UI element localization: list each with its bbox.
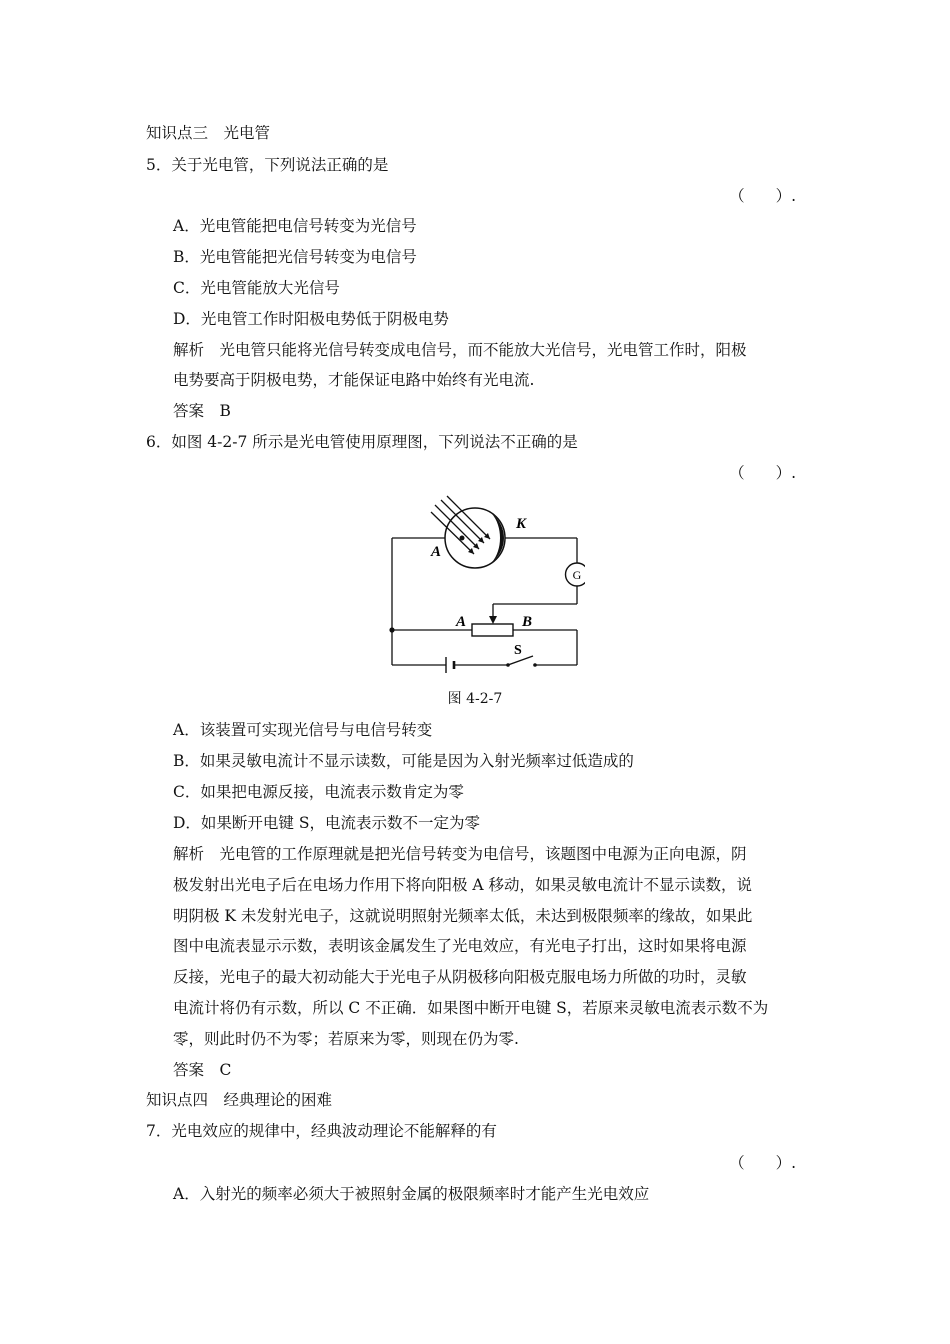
anode — [460, 536, 465, 541]
question-6-analysis-line: 反接，光电子的最大初动能大于光电子从阴极移向阳极克服电场力所做的功时，灵敏 — [173, 968, 747, 986]
question-5-analysis-line: 解析 光电管只能将光信号转变成电信号，而不能放大光信号，光电管工作时，阳极 — [173, 341, 747, 359]
slider-arrowhead — [489, 616, 497, 624]
photo-tube-bulb — [445, 508, 505, 568]
question-7-answer-bracket: （ ）. — [729, 1154, 796, 1172]
label-rheostat-b: B — [522, 614, 533, 630]
question-6-answer-bracket: （ ）. — [729, 464, 796, 482]
question-5-option-d: D．光电管工作时阳极电势低于阴极电势 — [173, 310, 449, 328]
junction-dot — [389, 627, 394, 632]
photoelectric-tube-circuit-diagram — [385, 490, 585, 675]
label-switch: S — [514, 643, 522, 658]
question-6-analysis-line: 电流计将仍有示数，所以 C 不正确．如果图中断开电键 S，若原来灵敏电流表示数不为 — [173, 999, 769, 1017]
question-6-option-b: B．如果灵敏电流计不显示读数，可能是因为入射光频率过低造成的 — [173, 752, 634, 770]
question-5-option-c: C．光电管能放大光信号 — [173, 279, 340, 297]
question-6-analysis-line: 解析 光电管的工作原理就是把光信号转变为电信号，该题图中电源为正向电源，阴 — [173, 845, 747, 863]
section-heading: 知识点三 光电管 — [146, 124, 271, 142]
question-6-analysis-line: 图中电流表显示示数，表明该金属发生了光电效应，有光电子打出，这时如果将电源 — [173, 937, 747, 955]
question-6-answer: 答案 C — [173, 1061, 232, 1079]
question-6-option-a: A．该装置可实现光信号与电信号转变 — [173, 721, 433, 739]
label-cathode: K — [516, 516, 527, 532]
figure-caption: 图 4-2-7 — [447, 691, 503, 707]
question-6-analysis-line: 零，则此时仍不为零；若原来为零，则现在仍为零. — [173, 1030, 519, 1048]
question-7-option-a: A．入射光的频率必须大于被照射金属的极限频率时才能产生光电效应 — [173, 1185, 650, 1203]
question-5-analysis-line: 电势要高于阴极电势，才能保证电路中始终有光电流. — [173, 371, 535, 389]
label-rheostat-a: A — [456, 614, 467, 630]
question-5-answer-bracket: （ ）. — [729, 187, 796, 205]
label-anode: A — [431, 544, 442, 560]
question-5-option-a: A．光电管能把电信号转变为光信号 — [173, 217, 417, 235]
cathode-plate — [492, 514, 504, 562]
label-galvanometer: G — [572, 568, 582, 582]
question-6-analysis-line: 极发射出光电子后在电场力作用下将向阳极 A 移动，如果灵敏电流计不显示读数，说 — [173, 876, 753, 894]
question-7-stem: 7．光电效应的规律中，经典波动理论不能解释的有 — [146, 1122, 497, 1140]
light-ray — [435, 505, 479, 549]
question-5-stem: 5．关于光电管，下列说法正确的是 — [146, 156, 389, 174]
question-6-analysis-line: 明阴极 K 未发射光电子，这就说明照射光频率太低，未达到极限频率的缘故，如果此 — [173, 907, 753, 925]
section-heading: 知识点四 经典理论的困难 — [146, 1091, 333, 1109]
switch-contact — [506, 663, 510, 667]
rheostat — [472, 624, 513, 636]
question-6-option-d: D．如果断开电键 S，电流表示数不一定为零 — [173, 814, 480, 832]
question-6-option-c: C．如果把电源反接，电流表示数肯定为零 — [173, 783, 464, 801]
switch-contact — [533, 663, 537, 667]
question-6-stem: 6．如图 4-2-7 所示是光电管使用原理图，下列说法不正确的是 — [146, 433, 578, 451]
question-5-answer: 答案 B — [173, 402, 231, 420]
question-5-option-b: B．光电管能把光信号转变为电信号 — [173, 248, 417, 266]
